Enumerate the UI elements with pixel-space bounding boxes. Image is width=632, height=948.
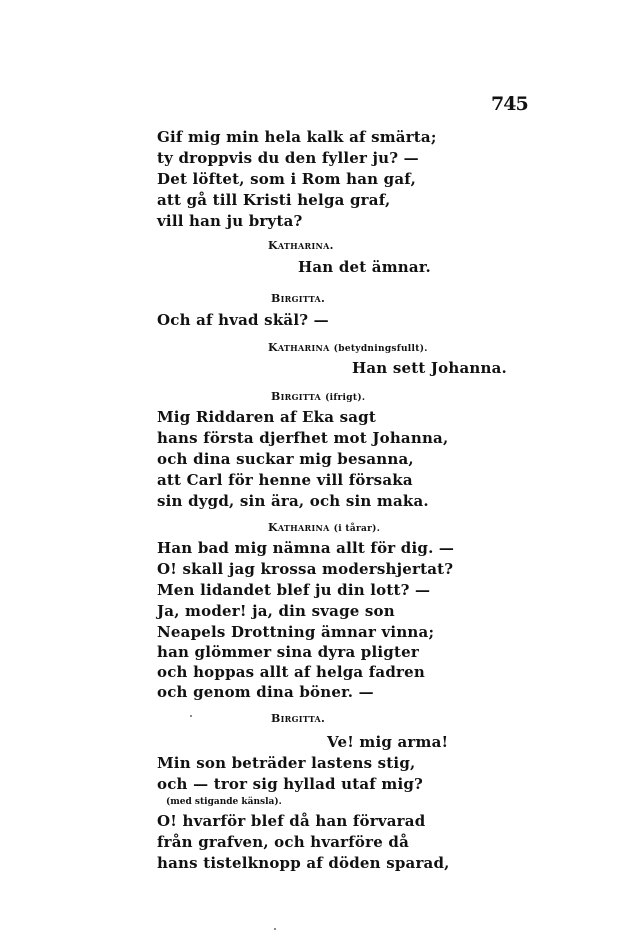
verse-line: Det löftet, som i Rom han gaf, [157, 170, 417, 188]
verse-line: Gif mig min hela kalk af smärta; [157, 128, 437, 146]
verse-line: Han det ämnar. [298, 258, 431, 276]
speaker-heading [271, 292, 325, 307]
verse-line: att gå till Kristi helga graf, [157, 191, 391, 209]
verse-line: Och af hvad skäl? — [157, 311, 329, 329]
verse-line: Men lidandet blef ju din lott? — [157, 581, 431, 599]
stage-direction: (med stigande känsla). [166, 797, 282, 807]
speaker-direction: (betydningsfullt). [333, 344, 428, 354]
verse-line: och dina suckar mig besanna, [157, 450, 414, 468]
speaker-heading [268, 341, 428, 356]
speaker-name: Katharina [268, 521, 330, 534]
verse-line: från grafven, och hvarföre då [157, 833, 410, 851]
speaker-name: Katharina [268, 341, 330, 354]
speaker-direction: (i tårar). [333, 524, 381, 534]
speaker-name: Birgitta [271, 390, 322, 403]
print-speck [190, 715, 192, 717]
verse-line: och hoppas allt af helga fadren [157, 663, 425, 681]
page-number: 745 [491, 93, 528, 115]
verse-line: hans första djerfhet mot Johanna, [157, 429, 449, 447]
verse-line: och genom dina böner. — [157, 683, 374, 701]
speaker-heading [271, 712, 325, 727]
speaker-heading [271, 390, 365, 405]
verse-line: hans tistelknopp af döden sparad, [157, 854, 450, 872]
verse-line: vill han ju bryta? [157, 212, 303, 230]
speaker-direction: (ifrigt). [325, 393, 366, 403]
verse-line: Han bad mig nämna allt för dig. — [157, 539, 455, 557]
speaker-name: Birgitta. [271, 292, 326, 305]
verse-line: O! skall jag krossa modershjertat? [157, 560, 454, 578]
speaker-heading [268, 521, 380, 536]
speaker-heading [268, 239, 334, 254]
speaker-name: Katharina. [268, 239, 334, 252]
verse-line: sin dygd, sin ära, och sin maka. [157, 492, 429, 510]
verse-line: Ja, moder! ja, din svage son [157, 602, 395, 620]
print-speck [274, 928, 276, 930]
verse-line: ty droppvis du den fyller ju? — [157, 149, 419, 167]
verse-line: Min son beträder lastens stig, [157, 754, 416, 772]
verse-line: och — tror sig hyllad utaf mig? [157, 775, 424, 793]
verse-line: Neapels Drottning ämnar vinna; [157, 623, 435, 641]
verse-line: att Carl för henne vill försaka [157, 471, 413, 489]
speaker-name: Birgitta. [271, 712, 326, 725]
verse-line: Mig Riddaren af Eka sagt [157, 408, 376, 426]
verse-line: han glömmer sina dyra pligter [157, 643, 419, 661]
verse-line: Ve! mig arma! [327, 733, 449, 751]
verse-line: O! hvarför blef då han förvarad [157, 812, 426, 830]
verse-line: Han sett Johanna. [352, 359, 507, 377]
